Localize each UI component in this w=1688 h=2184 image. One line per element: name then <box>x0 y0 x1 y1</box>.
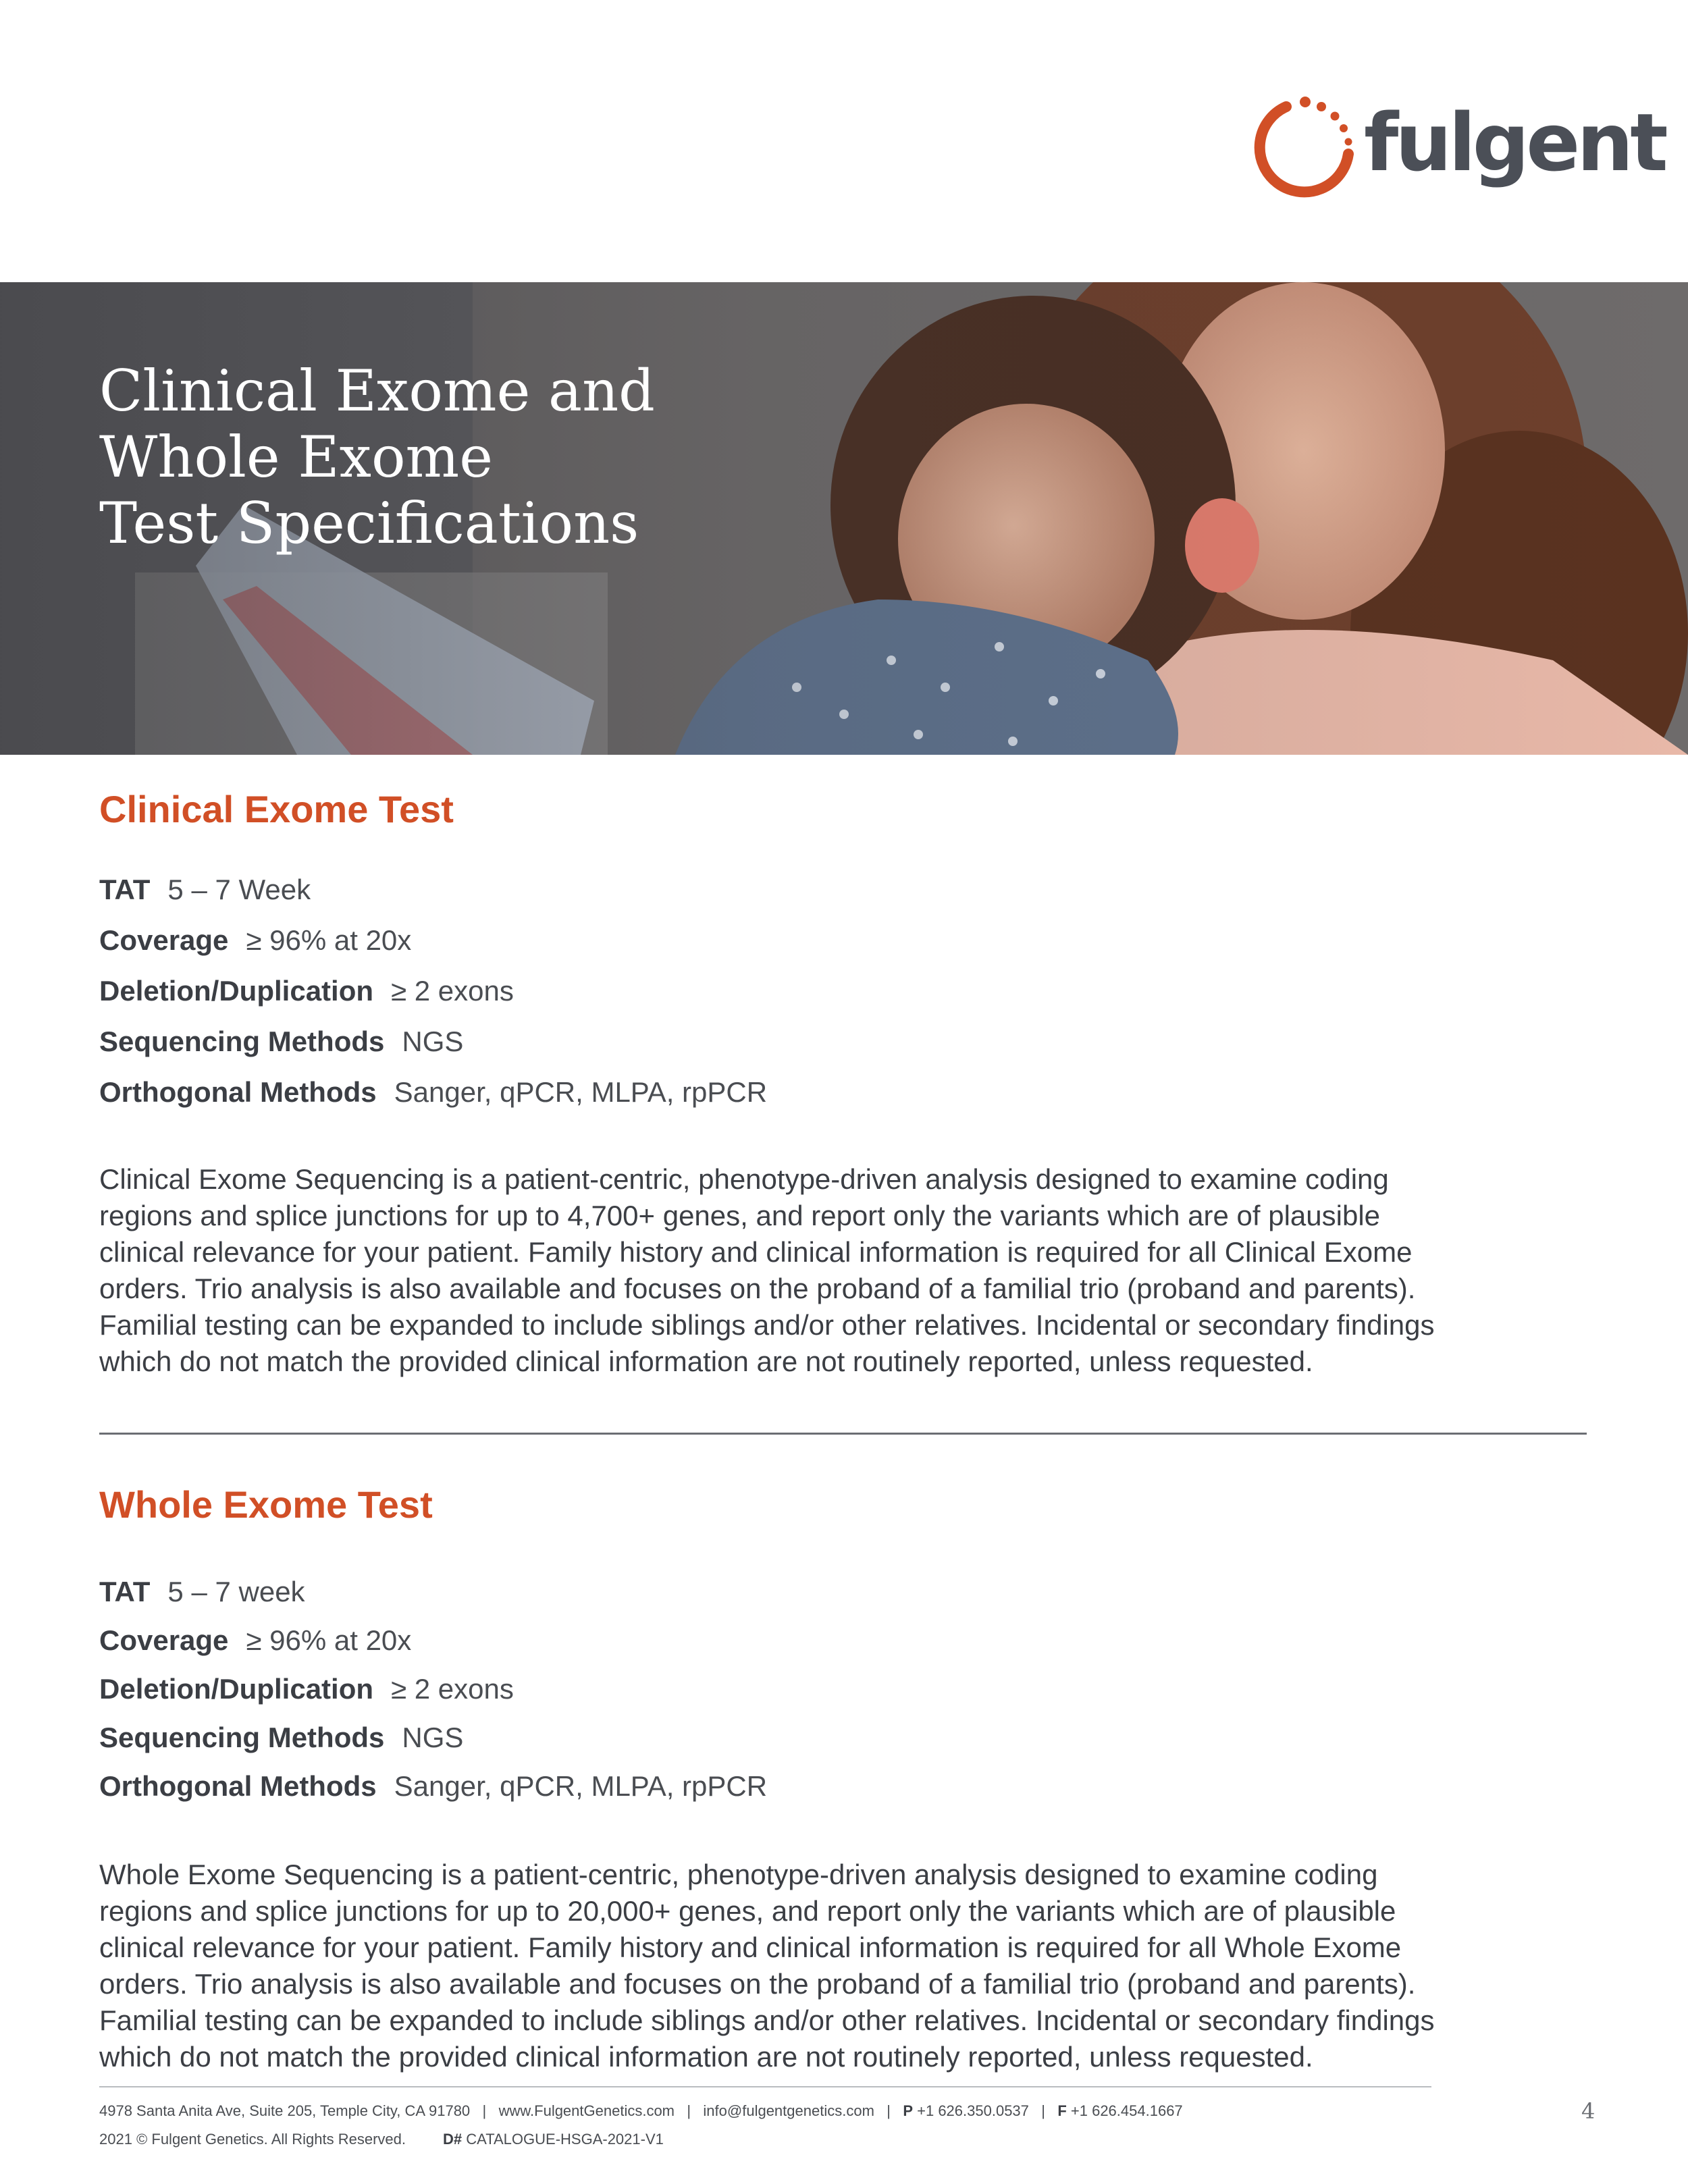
footer-phone: +1 626.350.0537 <box>917 2102 1029 2119</box>
description-line: regions and splice junctions for up to 20,000+ genes, and report only the variants which are of plausible <box>99 1895 1396 1927</box>
footer-phone-label: P <box>903 2102 913 2119</box>
spec-row-sequencing-methods <box>99 1023 463 1061</box>
spec-value: 5 – 7 week <box>167 1576 305 1607</box>
section-divider <box>99 1433 1587 1435</box>
spec-row-tat <box>99 871 311 909</box>
description-line: orders. Trio analysis is also available and focuses on the proband of a familial trio (proband and parents). <box>99 1968 1416 2000</box>
spec-label: Coverage <box>99 924 229 956</box>
footer-copyright-line <box>99 2131 664 2148</box>
spec-value: Sanger, qPCR, MLPA, rpPCR <box>394 1770 768 1802</box>
hero-title <box>99 358 774 556</box>
spec-row-coverage <box>99 922 411 959</box>
spec-value: Sanger, qPCR, MLPA, rpPCR <box>394 1076 768 1108</box>
footer-rule <box>99 2086 1431 2087</box>
spec-value: ≥ 2 exons <box>391 1673 514 1705</box>
description-line: Familial testing can be expanded to include siblings and/or other relatives. Incidental or secondary findings <box>99 2004 1435 2036</box>
spec-label: Sequencing Methods <box>99 1722 385 1753</box>
fulgent-logo <box>1246 93 1665 208</box>
footer-separator: | <box>1041 2102 1045 2119</box>
footer-separator: | <box>687 2102 691 2119</box>
spec-label: Deletion/Duplication <box>99 1673 374 1705</box>
spec-value: 5 – 7 Week <box>167 874 311 905</box>
hero-title-line: Whole Exome <box>99 424 493 490</box>
hero-title-line: Test Specifications <box>99 490 639 556</box>
spec-label: Orthogonal Methods <box>99 1076 377 1108</box>
whole-exome-description <box>99 1857 1625 2075</box>
footer-copyright: 2021 © Fulgent Genetics. All Rights Reserved. <box>99 2131 406 2148</box>
footer-email-link[interactable]: info@fulgentgenetics.com <box>703 2102 874 2119</box>
spec-row-deletion-duplication <box>99 1670 514 1708</box>
hero-title-line: Clinical Exome and <box>99 358 655 424</box>
description-line: clinical relevance for your patient. Family history and clinical information is required for all Whole Exome <box>99 1932 1402 1963</box>
description-line: which do not match the provided clinical information are not routinely reported, unless requested. <box>99 1346 1313 1377</box>
description-line: Clinical Exome Sequencing is a patient-centric, phenotype-driven analysis designed to examine coding <box>99 1163 1389 1195</box>
footer-doc-label: D# <box>443 2131 463 2148</box>
page-number: 4 <box>1581 2098 1595 2124</box>
spec-value: ≥ 96% at 20x <box>246 924 412 956</box>
footer-fax: +1 626.454.1667 <box>1070 2102 1183 2119</box>
clinical-exome-heading: Clinical Exome Test <box>99 788 454 830</box>
spec-value: ≥ 2 exons <box>391 975 514 1007</box>
spec-row-orthogonal-methods <box>99 1073 767 1111</box>
description-line: regions and splice junctions for up to 4,700+ genes, and report only the variants which are of plausible <box>99 1200 1381 1231</box>
footer-fax-label: F <box>1057 2102 1067 2119</box>
fulgent-wordmark: fulgent <box>1364 96 1665 189</box>
spec-label: Deletion/Duplication <box>99 975 374 1007</box>
description-line: which do not match the provided clinical information are not routinely reported, unless requested. <box>99 2041 1313 2073</box>
whole-exome-heading: Whole Exome Test <box>99 1483 433 1526</box>
footer-contact-line <box>99 2102 1183 2120</box>
hero-banner <box>0 282 1688 755</box>
spec-label: Orthogonal Methods <box>99 1770 377 1802</box>
fulgent-ring-icon <box>1246 93 1361 208</box>
description-line: orders. Trio analysis is also available and focuses on the proband of a familial trio (proband and parents). <box>99 1273 1416 1304</box>
spec-row-tat <box>99 1573 305 1611</box>
description-line: Whole Exome Sequencing is a patient-centric, phenotype-driven analysis designed to examine coding <box>99 1859 1378 1890</box>
spec-value: NGS <box>402 1722 464 1753</box>
footer-doc-id: CATALOGUE-HSGA-2021-V1 <box>466 2131 664 2148</box>
spec-row-deletion-duplication <box>99 972 514 1010</box>
footer-separator: | <box>887 2102 891 2119</box>
spec-label: TAT <box>99 1576 151 1607</box>
description-line: clinical relevance for your patient. Family history and clinical information is required for all Clinical Exome <box>99 1236 1413 1268</box>
spec-label: Coverage <box>99 1624 229 1656</box>
footer-address: 4978 Santa Anita Ave, Suite 205, Temple City, CA 91780 <box>99 2102 471 2119</box>
spec-row-orthogonal-methods <box>99 1767 767 1805</box>
spec-label: TAT <box>99 874 151 905</box>
spec-row-sequencing-methods <box>99 1719 463 1757</box>
spec-value: NGS <box>402 1026 464 1057</box>
spec-value: ≥ 96% at 20x <box>246 1624 412 1656</box>
spec-row-coverage <box>99 1622 411 1659</box>
footer-separator: | <box>482 2102 487 2119</box>
description-line: Familial testing can be expanded to include siblings and/or other relatives. Incidental or secondary findings <box>99 1309 1435 1341</box>
footer-website-link[interactable]: www.FulgentGenetics.com <box>498 2102 675 2119</box>
spec-label: Sequencing Methods <box>99 1026 385 1057</box>
clinical-exome-description <box>99 1161 1625 1380</box>
